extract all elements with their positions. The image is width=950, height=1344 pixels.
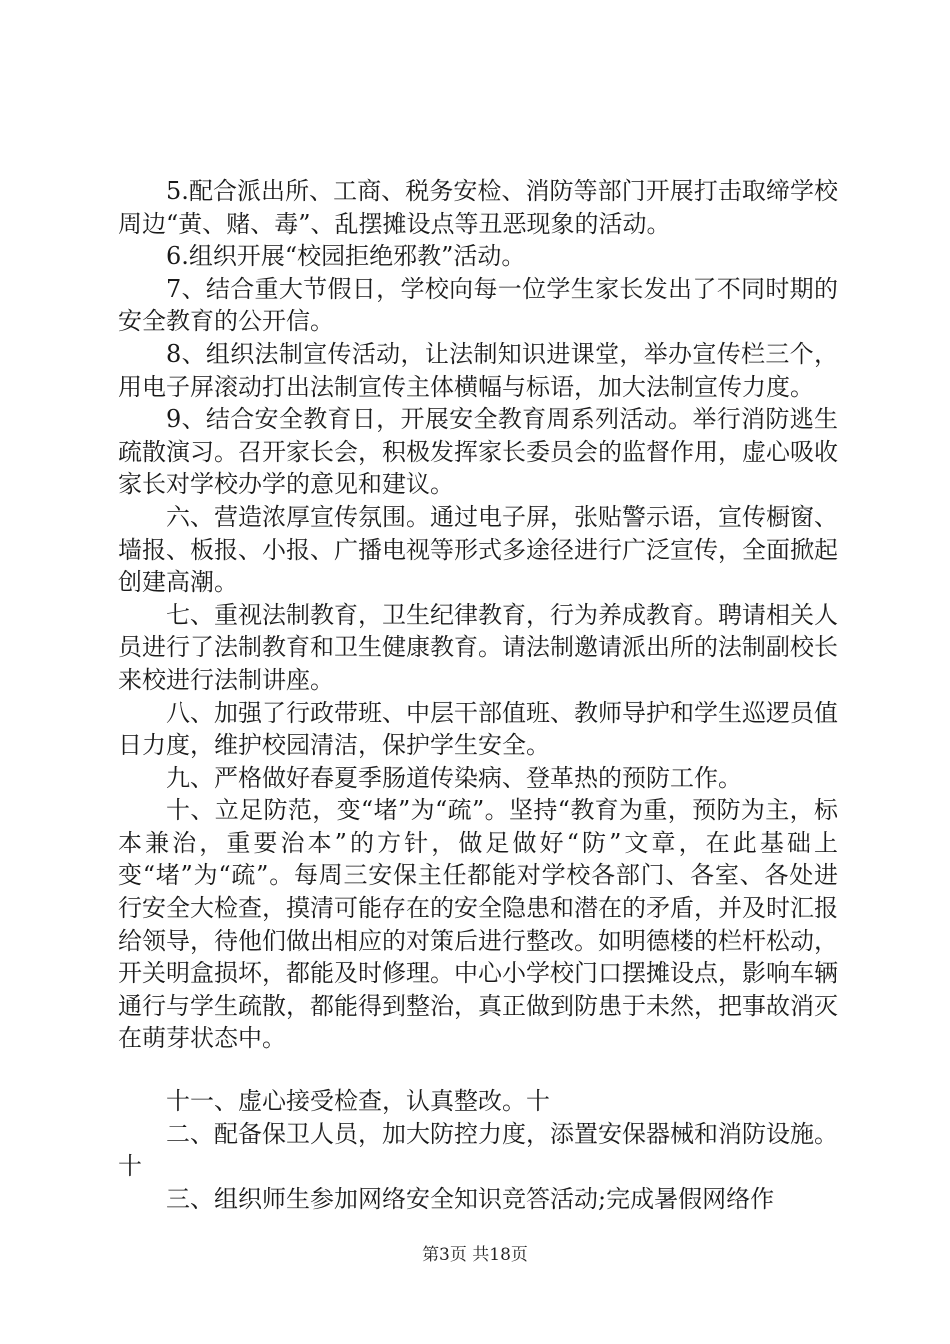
paragraph-section-8: 八、加强了行政带班、中层干部值班、教师导护和学生巡逻员值日力度，维护校园清洁，保护学生安全。 — [118, 698, 838, 760]
paragraph-item-8: 8、组织法制宣传活动，让法制知识进课堂，举办宣传栏三个，用电子屏滚动打出法制宣传主体横幅与标语，加大法制宣传力度。 — [118, 339, 838, 401]
paragraph-item-5: 5.配合派出所、工商、税务安检、消防等部门开展打击取缔学校周边“黄、赌、毒”、乱摆摊设点等丑恶现象的活动。 — [118, 177, 838, 238]
paragraph-section-13: 三、组织师生参加网络安全知识竞答活动;完成暑假网络作 — [166, 1184, 775, 1213]
paragraph-gap — [118, 1055, 838, 1085]
paragraph-item-7: 7、结合重大节假日，学校向每一位学生家长发出了不同时期的安全教育的公开信。 — [118, 274, 838, 336]
paragraph-section-6: 六、营造浓厚宣传氛围。通过电子屏，张贴警示语，宣传橱窗、墙报、板报、小报、广播电视等形式多途径进行广泛宣传，全面掀起创建高潮。 — [118, 502, 838, 597]
paragraph-section-9: 九、严格做好春夏季肠道传染病、登革热的预防工作。 — [166, 763, 742, 792]
paragraph-section-7: 七、重视法制教育，卫生纪律教育，行为养成教育。聘请相关人员进行了法制教育和卫生健康教育。请法制邀请派出所的法制副校长来校进行法制讲座。 — [118, 600, 838, 694]
paragraph-section-11: 十一、虚心接受检查，认真整改。十 — [166, 1087, 550, 1116]
paragraph-item-9: 9、结合安全教育日，开展安全教育周系列活动。举行消防逃生疏散演习。召开家长会，积极发挥家长委员会的监督作用，虚心吸收家长对学校办学的意见和建议。 — [118, 405, 838, 499]
paragraph-section-10: 十、立足防范，变“堵”为“疏”。坚持“教育为重，预防为主，标本兼治，重要治本”的方针，做足做好“防”文章，在此基础上变“堵”为“疏”。每周三安保主任都能对学校各部门、各室、各处进行安全大检查，摸清可能存在的安全隐患和潜在的矛盾，并及时汇报给领导，待他们做出相应的对策后进行整改。如明德楼的栏杆松动，开关明盒损坏，都能及时修理。中心小学校门口摆摊设点，影响车辆通行与学生疏散，都能得到整治，真正做到防患于未然，把事故消灭在萌芽状态中。 — [118, 796, 838, 1053]
document-body — [118, 175, 838, 1215]
paragraph-section-12: 二、配备保卫人员，加大防控力度，添置安保器械和消防设施。十 — [118, 1119, 838, 1181]
page-number-footer: 第3页 共18页 — [422, 1245, 528, 1265]
paragraph-item-6: 6.组织开展“校园拒绝邪教”活动。 — [166, 242, 526, 271]
